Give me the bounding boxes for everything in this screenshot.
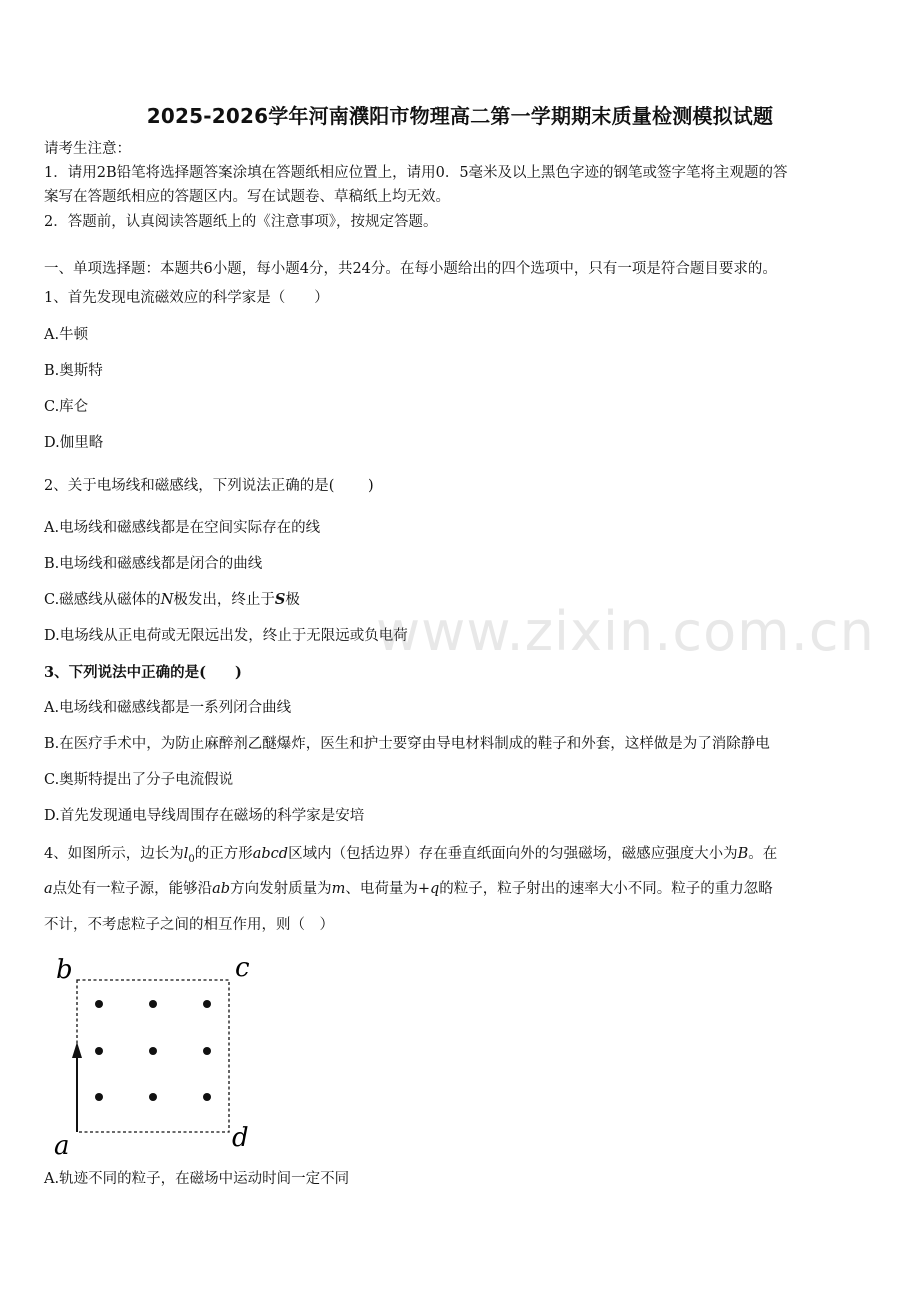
q4-text: 的粒子，粒子射出的速率大小不同。粒子的重力忽略 [439,881,773,897]
q3-stem: 3、下列说法中正确的是( ) [44,664,242,681]
field-symbol: B [737,846,749,862]
side-length-symbol: $l_0$ [183,846,195,865]
field-dot [149,1093,157,1101]
q1-option-d: D.伽里略 [44,435,104,451]
q2-option-c-suffix: 极 [285,592,300,608]
field-dots [95,1000,211,1101]
watermark: www.zixin.com.cn [376,600,875,663]
notice-heading: 请考生注意： [44,141,131,157]
q3-option-a: A.电场线和磁感线都是一系列闭合曲线 [44,700,292,716]
q4-text: 点处有一粒子源，能够沿 [52,881,213,897]
page-title: 2025-2026学年河南濮阳市物理高二第一学期期末质量检测模拟试题 [146,104,774,128]
q2-option-a: A.电场线和磁感线都是在空间实际存在的线 [44,520,321,536]
field-dot [203,1093,211,1101]
mass-symbol: m [331,881,346,897]
q3-option-d: D.首先发现通电导线周围存在磁场的科学家是安培 [44,808,365,824]
direction-ab-symbol: ab [212,881,231,897]
q1-option-a: A.牛顿 [44,327,89,343]
velocity-arrow-head [72,1042,82,1058]
q2-option-c [44,590,300,610]
vertex-d-label: d [232,1123,249,1153]
q2-option-d: D.电场线从正电荷或无限远出发，终止于无限远或负电荷 [44,628,408,644]
field-dot [149,1000,157,1008]
magnetic-field-square-diagram [50,950,270,1165]
q2-option-c-prefix: C.磁感线从磁体的 [44,592,161,608]
field-dot [203,1047,211,1055]
field-dot [149,1047,157,1055]
q4-stem-line-2 [44,879,773,899]
field-dot [95,1047,103,1055]
q4-stem-line-1 [44,844,777,870]
notice-item-1-line-1: 1．请用2B铅笔将选择题答案涂填在答题纸相应位置上，请用0．5毫米及以上黑色字迹的钢笔或签字笔将主观题的答 [44,165,788,181]
vertex-a-label: a [54,1131,70,1161]
q4-text: 方向发射质量为 [230,881,332,897]
q4-text: 4、如图所示，边长为 [44,846,184,862]
q3-option-c: C.奥斯特提出了分子电流假说 [44,772,234,788]
north-pole-symbol: N [160,592,174,608]
field-dot [95,1093,103,1101]
vertex-b-label: b [56,955,73,985]
q4-text: 的正方形 [194,846,253,862]
q4-text: 。在 [748,846,778,862]
square-label: abcd [252,846,289,862]
q4-text: 、电荷量为 [345,881,418,897]
q1-option-c: C.库仑 [44,399,89,415]
charge-symbol: +q [417,881,440,897]
vertex-c-label: c [235,953,250,983]
q3-option-b: B.在医疗手术中，为防止麻醉剂乙醚爆炸，医生和护士要穿由导电材料制成的鞋子和外套，这样做是为了消除静电 [44,736,770,752]
field-dot [95,1000,103,1008]
q2-stem: 2、关于电场线和磁感线，下列说法正确的是( ) [44,478,374,494]
q4-option-a: A.轨迹不同的粒子，在磁场中运动时间一定不同 [44,1171,350,1187]
notice-item-1-line-2: 案写在答题纸相应的答题区内。写在试题卷、草稿纸上均无效。 [44,189,450,205]
q4-stem-line-3: 不计，不考虑粒子之间的相互作用，则（ ） [44,917,334,933]
section-heading: 一、单项选择题：本题共6小题，每小题4分，共24分。在每小题给出的四个选项中，只有一项是符合题目要求的。 [44,261,777,277]
field-dot [203,1000,211,1008]
q1-option-b: B.奥斯特 [44,363,103,379]
point-a-symbol: a [44,881,53,897]
q2-option-c-middle: 极发出，终止于 [173,592,275,608]
q1-stem: 1、首先发现电流磁效应的科学家是（ ） [44,290,329,306]
q4-text: 区域内（包括边界）存在垂直纸面向外的匀强磁场，磁感应强度大小为 [288,846,738,862]
south-pole-symbol: S [274,591,286,608]
q2-option-b: B.电场线和磁感线都是闭合的曲线 [44,556,263,572]
notice-item-2: 2．答题前，认真阅读答题纸上的《注意事项》，按规定答题。 [44,214,438,230]
